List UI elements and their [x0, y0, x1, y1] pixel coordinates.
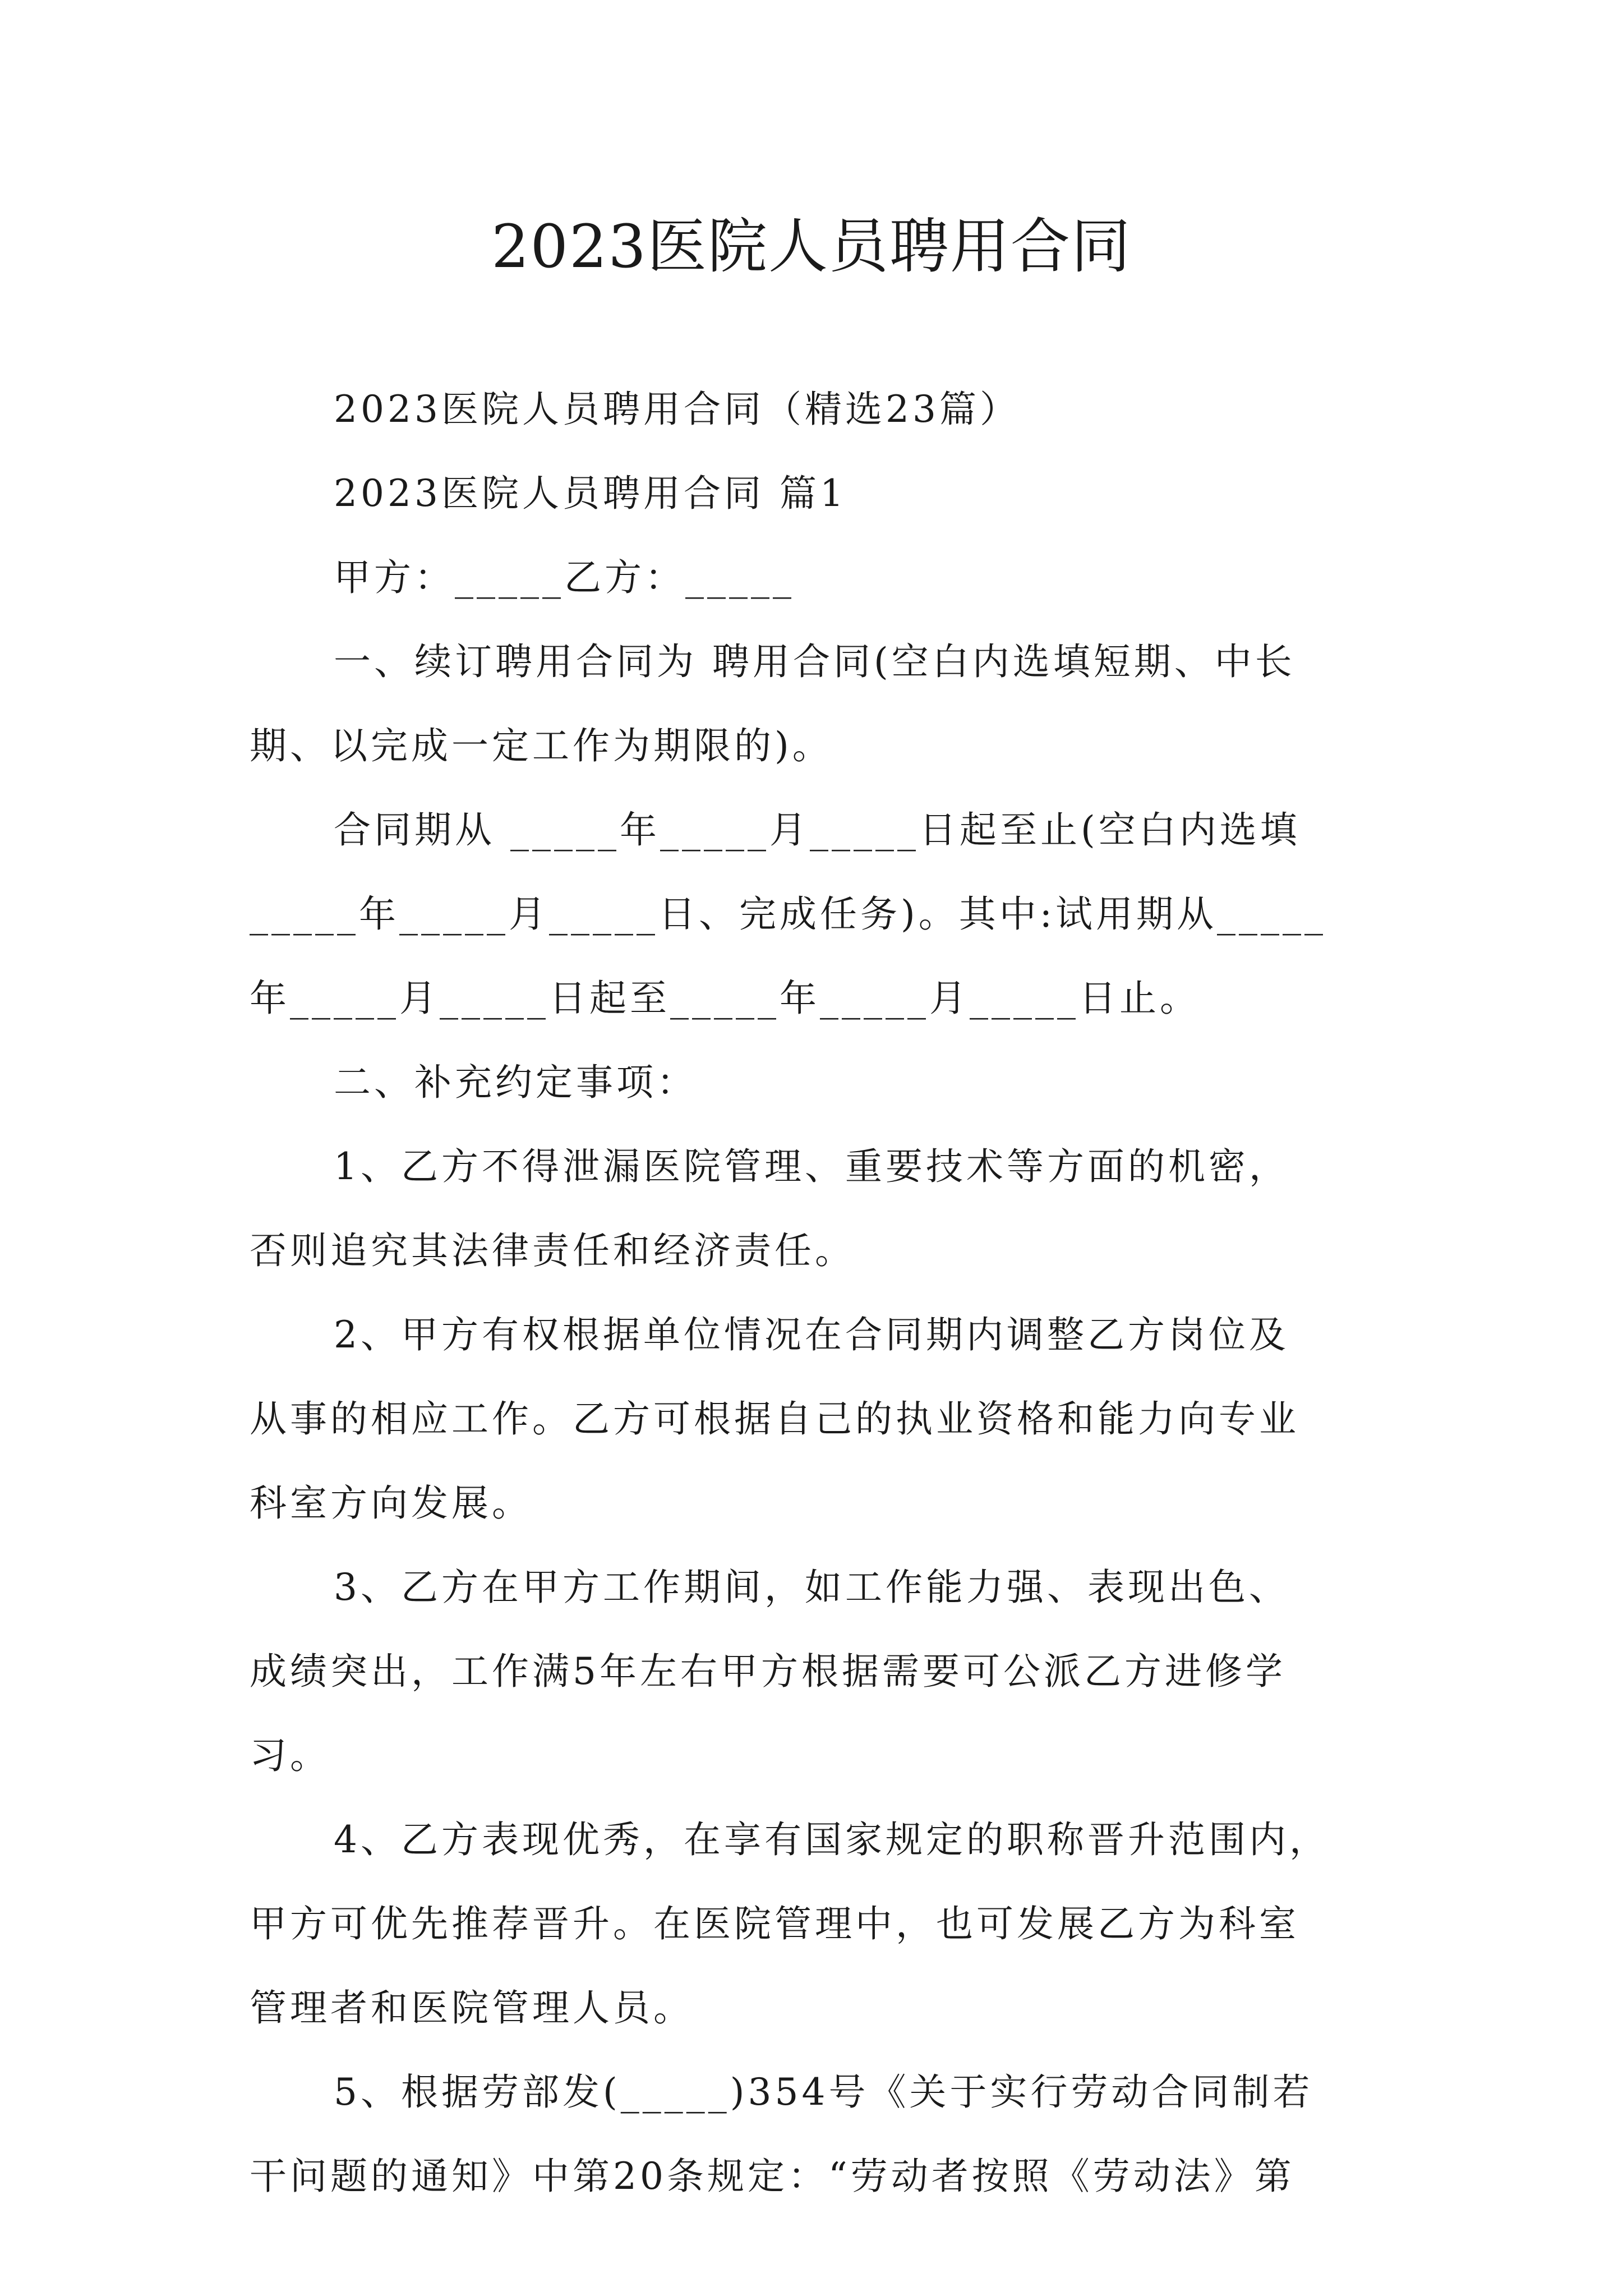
text-line: 2、甲方有权根据单位情况在合同期内调整乙方岗位及 — [334, 1313, 1289, 1356]
text-line: 2023医院人员聘用合同（精选23篇） — [334, 388, 1020, 431]
text-line: 合同期从 _____年_____月_____日起至止(空白内选填 — [334, 808, 1301, 852]
document-title: 2023医院人员聘用合同 — [491, 212, 1132, 281]
text-line: 5、根据劳部发(_____)354号《关于实行劳动合同制若 — [334, 2070, 1313, 2114]
text-line: 习。 — [250, 1734, 330, 1777]
text-line: 甲方：_____乙方：_____ — [334, 556, 795, 599]
text-line: _____年_____月_____日、完成任务)。其中:试用期从_____ — [250, 892, 1326, 936]
text-line: 否则追究其法律责任和经济责任。 — [250, 1229, 855, 1272]
document-body — [250, 367, 1388, 2219]
text-line: 干问题的通知》中第20条规定：“劳动者按照《劳动法》第 — [250, 2155, 1295, 2198]
text-line: 年_____月_____日起至_____年_____月_____日止。 — [250, 977, 1200, 1020]
text-line: 3、乙方在甲方工作期间，如工作能力强、表现出色、 — [334, 1566, 1289, 1609]
text-line: 科室方向发展。 — [250, 1481, 532, 1525]
text-line: 2023医院人员聘用合同 篇1 — [334, 472, 847, 515]
text-line: 从事的相应工作。乙方可根据自己的执业资格和能力向专业 — [250, 1397, 1299, 1441]
text-line: 成绩突出，工作满5年左右甲方根据需要可公派乙方进修学 — [250, 1650, 1286, 1693]
text-line: 1、乙方不得泄漏医院管理、重要技术等方面的机密， — [334, 1145, 1289, 1188]
text-line: 期、以完成一定工作为期限的)。 — [250, 724, 833, 767]
text-line: 管理者和医院管理人员。 — [250, 1986, 694, 2030]
text-line: 一、续订聘用合同为 聘用合同(空白内选填短期、中长 — [334, 640, 1295, 683]
text-line: 4、乙方表现优秀，在享有国家规定的职称晋升范围内， — [334, 1818, 1330, 1861]
text-line: 甲方可优先推荐晋升。在医院管理中，也可发展乙方为科室 — [250, 1902, 1299, 1945]
text-line: 二、补充约定事项： — [334, 1061, 697, 1104]
